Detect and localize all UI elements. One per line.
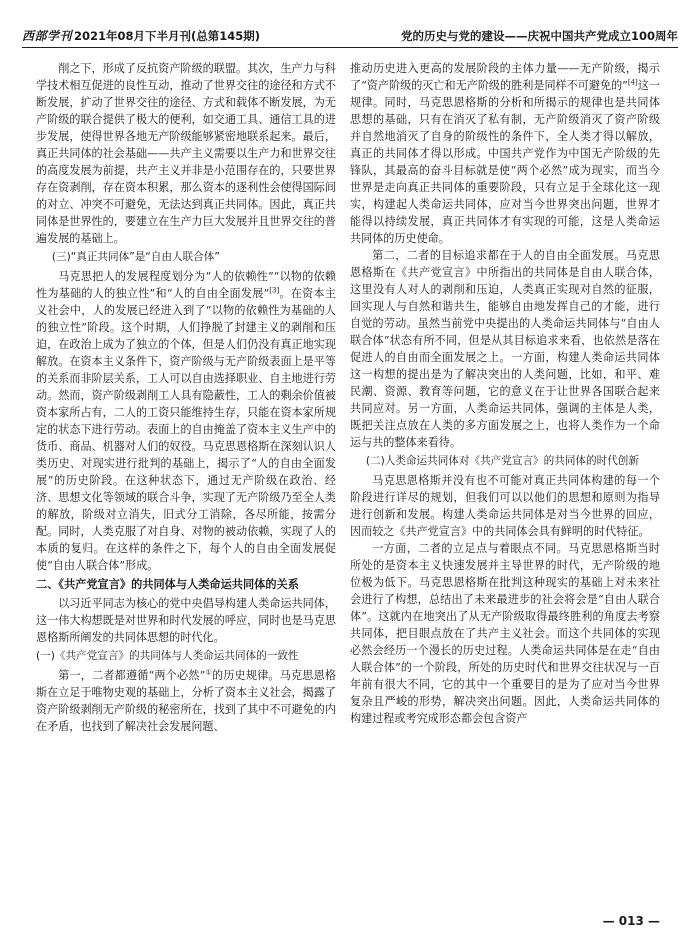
running-header — [22, 22, 678, 44]
section-heading: 二、《共产党宣言》的共同体与人类命运共同体的关系 — [36, 578, 299, 591]
paragraph — [36, 667, 336, 735]
journal-logo: 西部学刊 — [22, 29, 73, 43]
paragraph-text: 第一，二者都遵循“两个必然” — [58, 669, 206, 682]
paragraph-text: 马克思把人的发展程度划分为“人的依赖性”“以物的依赖性为基础的人的独立性”和“人的自由全面发展” — [36, 270, 336, 300]
right-column — [350, 60, 660, 727]
paragraph-text: 这一规律。同时，马克思恩格斯的分析和所揭示的规律也是共同体思想的基础，只有在消灭了私有制，无产阶级消灭了资产阶级并自然地消灭了自身的阶级性的条件下，全人类才得以解放，真正的共同体才得以形成。中国共产党作为中国无产阶级的先锋队，其最高的奋斗目标就是使“两个必然”成为现实，而当今世界是走向真正共同体的重要阶段，只有立足于全球化这一现实，构建起人类命运共同体，应对当今世界突出问题，世界才能得以持续发展，真正共同体才有实现的可能，这是人类命运共同体的历史使命。 — [350, 79, 660, 245]
column-section-title: 党的历史与党的建设——庆祝中国共产党成立100周年 — [400, 29, 678, 43]
paragraph-text: 。在资本主义社会中，人的发展已经进入到了“以物的依赖性为基础的人的独立性”阶段。这个时期，人们挣脱了封建主义的剥削和压迫，在政治上成为了独立的个体，但是人们仍没有真正地实现解放。在资本主义条件下，资产阶级与无产阶级表面上是平等的关系而非阶层关系，工人可以自由选择职业、自主地进行劳动。然而，资产阶级剥削工人具有隐蔽性，工人的剩余价值被资本家所占有，二人的工资只能维持生存，只能在资本家所规定的状态下进行劳动。表面上的自由掩盖了资本主义生产中的货币、商品、机器对人们的奴役。马克思恩格斯在深刻认识人类历史、对现实进行批判的基础上，揭示了“人的自由全面发展”的历史阶段。在这种状态下，通过无产阶级在政治、经济、思想文化等领域的联合斗争，实现了无产阶级乃至全人类的解放，阶级对立消失，旧式分工消除，各尽所能，按需分配。同时，人类克服了对自身、对物的被动依赖，实现了人的本质的复归。在这样的条件之下，每个人的自由全面发展促使“自由人联合体”形成。 — [36, 287, 336, 572]
paragraph: 一方面，二者的立足点与着眼点不同。马克思恩格斯当时所处的是资本主义快速发展并主导世界的时代，无产阶级的地位极为低下。马克思恩格斯在批判这种现实的基础上对未来社会进行了构想，总结出了未来最进步的社会将会是“自由人联合体”。这就内在地突出了从无产阶级取得最终胜利的角度去考察共同体，把目眼点放在了共产主义社会。而这个共同体的实现必然会经历一个漫长的历史过程。人类命运共同体是在走“自由人联合体”的一个阶段，所处的历史时代和世界交往状况与一百年前有很大不同，它的其中一个重要目的是为了应对当今世界复杂且严峻的形势，解决突出问题。因此，人类命运共同体的构建过程或考究成形态都会包含资产 — [350, 542, 660, 725]
subsection-heading: (三)“真正共同体”是“自由人联合体” — [51, 251, 220, 263]
paragraph — [36, 268, 336, 574]
paragraph-text: 推动历史进入更高的发展阶段的主体力量——无产阶级，揭示了“资产阶级的灭亡和无产阶级的胜利是同样不可避免的” — [350, 62, 660, 92]
header-left — [22, 27, 260, 44]
subsection-heading: (二)人类命运共同体对《共产党宣言》的共同体的时代创新 — [365, 455, 639, 467]
page-number: — 013 — — [602, 914, 660, 928]
paragraph: 第二，二者的目标追求都在于人的自由全面发展。马克思恩格斯在《共产党宣言》中所指出的共同体是自由人联合体，这里没有人对人的剥削和压迫，人类真正实现对自然的征服，回实现人与自然和谐共生，能够自由地发挥自己的才能，进行自觉的劳动。虽然当前党中央提出的人类命运共同体与“自由人联合体”状态有所不同，但是从其目标追求来看，也依然是落在促进人的自由而全面发展之上。一方面，构建人类命运共同体这一构想的提出是为了解决突出的人类问题，比如，和平、难民潮、资源、教育等问题，它的意义在于让世界各国联合起来共同应对。另一方面，人类命运共同体，强调的主体是人类，既把关注点放在人类的多方面发展之上，也将人类作为一个命运与共的整体来看待。 — [350, 249, 660, 449]
paragraph: 马克思恩格斯并没有也不可能对真正共同体构建的每一个阶段进行详尽的规划，但我们可以以他们的思想和原则为指导进行创新和发展。构建人类命运共同体是对当今世界的回应，因而较之《共产党宣言》中的共同体会具有鲜明的时代特征。 — [350, 474, 660, 538]
paragraph: 削之下，形成了反抗资产阶级的联盟。其次，生产力与科学技术相互促进的良性互动，推动了世界交往的途径和方式不断发展，扩动了世界交往的途径、方式和载体不断发展，为无产阶级的联合提供了极大的便利，如交通工具、通信工具的进步发展，使得世界各地无产阶级能够紧密地联系起来。最后，真正共同体的社会基础——共产主义需要以生产力和世界交往的高度发展为前提，共产主义并非是小范围存在的，只要世界存在资剥削，存在资本积累，那么资本的逐利性会使得国际间的对立、冲突不可避免，无法达到真正共同体。因此，真正共同体是世界性的，要建立在生产力巨大发展并且世界交往的普遍发展的基础上。 — [36, 62, 336, 245]
paragraph-text: 的历史规律。马克思恩格斯在立足于唯物史观的基础上，分析了资本主义社会，揭露了资产阶级剥削无产阶级的秘密所在，找到了其中不可避免的内在矛盾，也找到了解决社会发展问题、 — [36, 669, 336, 733]
left-column — [36, 60, 336, 735]
citation-mark: [3] — [269, 286, 280, 295]
paragraph — [350, 60, 660, 247]
footnote-mark: ① — [205, 668, 212, 677]
subsection-heading: (一)《共产党宣言》的共同体与人类命运共同体的一致性 — [36, 650, 299, 662]
header-rule — [22, 47, 678, 48]
paragraph: 以习近平同志为核心的党中央倡导构建人类命运共同体，这一伟大构想既是对世界和时代发展的呼应，同时也是马克思恩格斯所阐发的共同体思想的时代化。 — [36, 597, 336, 644]
issue-info: 2021年08月下半月刊(总第145期) — [74, 29, 261, 43]
citation-mark: [4] — [627, 78, 638, 87]
